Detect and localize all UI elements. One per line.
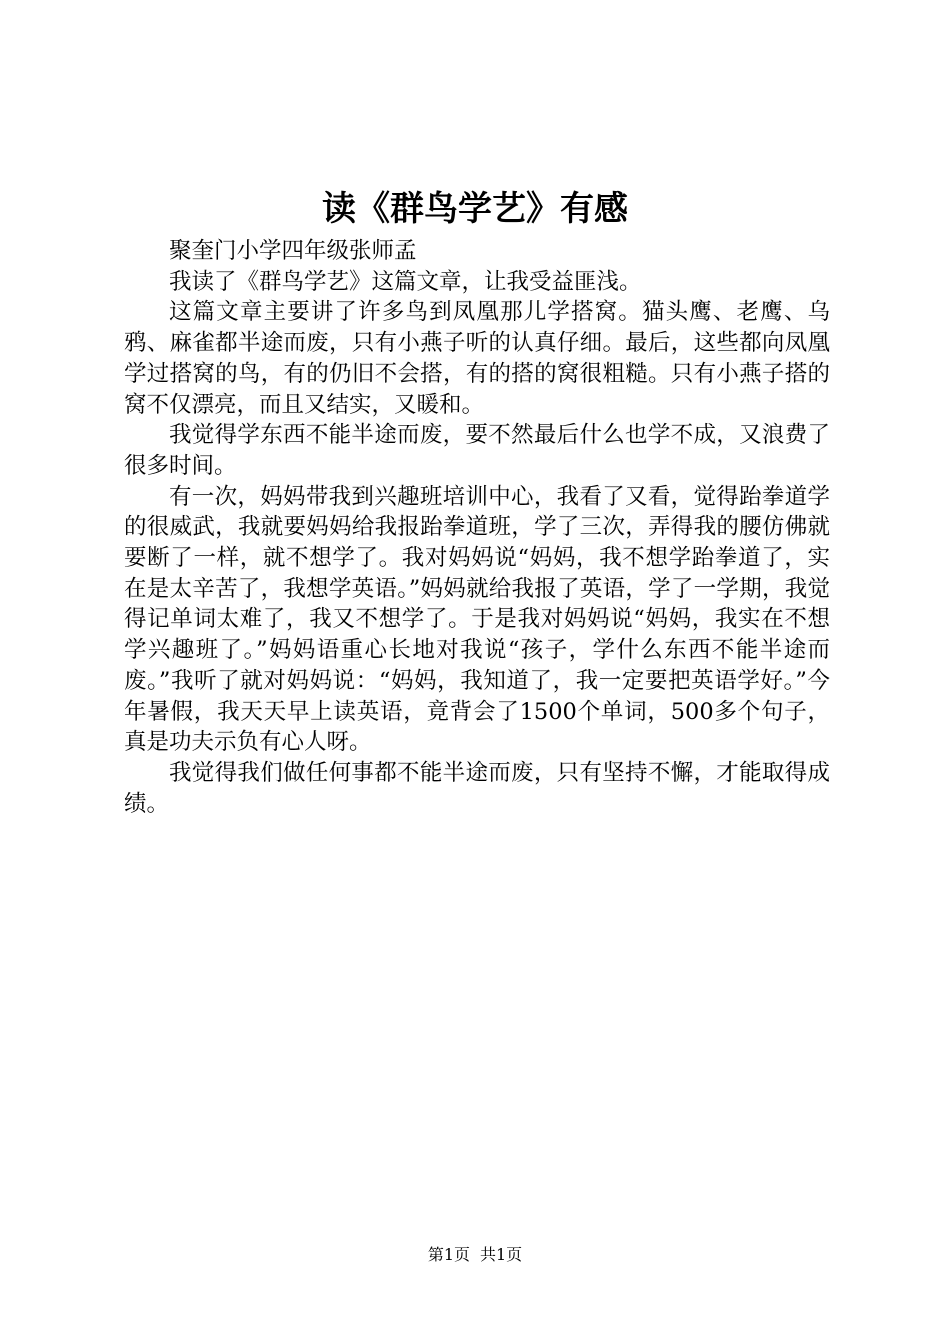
document-body [124, 236, 830, 819]
page-footer [0, 1244, 950, 1266]
body-paragraph: 这篇文章主要讲了许多鸟到凤凰那儿学搭窝。猫头鹰、老鹰、乌鸦、麻雀都半途而废，只有小燕子听的认真仔细。最后，这些都向凤凰学过搭窝的鸟，有的仍旧不会搭，有的搭的窝很粗糙。只有小燕子搭的窝不仅漂亮，而且又结实，又暖和。 [124, 299, 830, 418]
page-total: 共1页 [480, 1245, 523, 1264]
body-paragraph: 我读了《群鸟学艺》这篇文章，让我受益匪浅。 [169, 268, 642, 295]
page-title: 读《群鸟学艺》有感 [322, 189, 628, 229]
body-paragraph: 我觉得学东西不能半途而废，要不然最后什么也学不成，又浪费了很多时间。 [124, 422, 830, 479]
body-paragraph: 我觉得我们做任何事都不能半途而废，只有坚持不懈，才能取得成绩。 [124, 759, 830, 817]
author-line: 聚奎门小学四年级张师孟 [169, 238, 417, 264]
page-number: 第1页 [427, 1245, 470, 1264]
body-paragraph: 有一次，妈妈带我到兴趣班培训中心，我看了又看，觉得跆拳道学的很威武，我就要妈妈给我报跆拳道班，学了三次，弄得我的腰仿佛就要断了一样，就不想学了。我对妈妈说“妈妈，我不想学跆拳道了，实在是太辛苦了，我想学英语。”妈妈就给我报了英语，学了一学期，我觉得记单词太难了，我又不想学了。于是我对妈妈说“妈妈，我实在不想学兴趣班了。”妈妈语重心长地对我说“孩子，学什么东西不能半途而废。”我听了就对妈妈说：“妈妈，我知道了，我一定要把英语学好。”今年暑假，我天天早上读英语，竟背会了1500个单词，500多个句子，真是功夫示负有心人呀。 [124, 483, 830, 756]
